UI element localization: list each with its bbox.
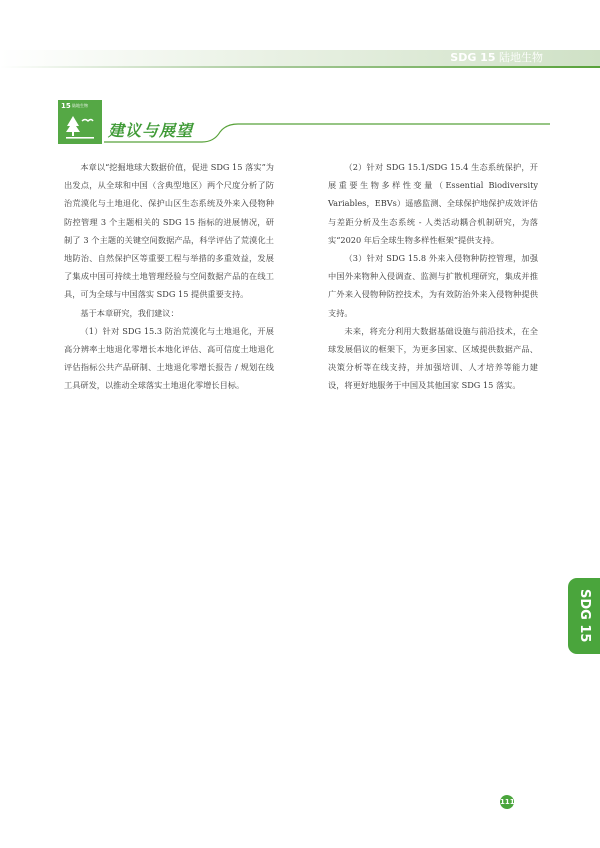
side-tab-label: SDG 15 <box>577 589 592 643</box>
paragraph: （2）针对 SDG 15.1/SDG 15.4 生态系统保护，开展重要生物多样性变量（Essential Biodiversity Variables，EBVs）遥感监测、全球保护地保护成效评估与差距分析及生态系统 - 人类活动耦合机制研究，为落实“2020 年后全球生物多样性框架”提供支持。 <box>328 162 538 245</box>
running-header-subtitle: 陆地生物 <box>499 51 543 64</box>
paragraph: （1）针对 SDG 15.3 防治荒漠化与土地退化，开展高分辨率土地退化零增长本地化评估、高可信度土地退化评估指标公共产品研制、土地退化零增长报告 / 规划在线工具研发，以推动全球落实土地退化零增长目标。 <box>64 325 274 391</box>
chapter-title: 建议与展望 <box>108 121 194 140</box>
running-header-sdg: SDG 15 <box>450 51 496 64</box>
paragraph: 本章以“挖掘地球大数据价值，促进 SDG 15 落实”为出发点，从全球和中国（含典型地区）两个尺度分析了防治荒漠化与土地退化、保护山区生态系统及外来入侵物种防控管理 3 个主题相关的 SDG 15 指标的进展情况，研制了 3 个主题的关键空间数据产品，科学评估了荒漠化土地防治、自然保护区等重要工程与举措的多重效益，发展了集成中国可持续土地管理经验与空间数据产品的在线工具，可为全球与中国落实 SDG 15 提供重要支持。 <box>64 162 274 300</box>
side-tab <box>568 578 600 654</box>
paragraph: 基于本章研究，我们建议： <box>80 307 179 318</box>
sdg-badge-number: 15 <box>61 102 71 110</box>
paragraph: （3）针对 SDG 15.8 外来入侵物种防控管理，加强中国外来物种入侵调查、监测与扩散机理研究，集成并推广外来入侵物种防控技术，为有效防治外来入侵物种提供支持。 <box>328 253 538 318</box>
header-rule <box>0 66 600 68</box>
page-number: 111 <box>500 795 514 809</box>
running-header <box>450 51 543 65</box>
chapter-title-block <box>102 108 552 148</box>
sdg-badge-label: 陆地生物 <box>72 103 88 108</box>
tree-bird-icon <box>66 114 94 140</box>
paragraph: 未来，将充分利用大数据基础设施与前沿技术，在全球发展倡议的框架下，为更多国家、区域提供数据产品、决策分析等在线支持，并加强培训、人才培养等能力建设，将更好地服务于中国及其他国家 SDG 15 落实。 <box>328 325 538 391</box>
right-column <box>328 158 538 395</box>
left-column <box>64 158 274 395</box>
sdg15-badge <box>58 100 102 144</box>
